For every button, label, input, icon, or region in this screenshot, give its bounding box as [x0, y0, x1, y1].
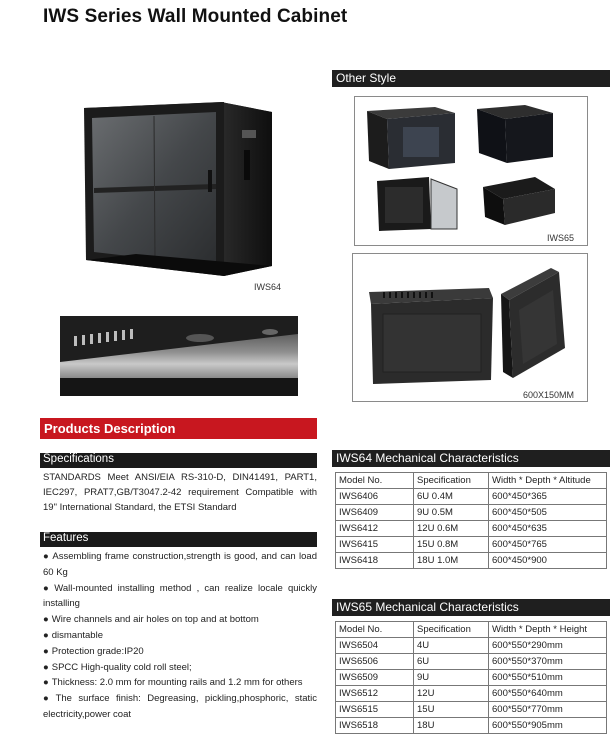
- feature-item: ● Assembling frame construction,strength is good, and can load 60 Kg: [43, 551, 317, 578]
- iws65-heading: IWS65 Mechanical Characteristics: [336, 600, 519, 614]
- other-photo-2-caption: 600X150MM: [523, 390, 575, 400]
- table-row: IWS6406 6U 0.4M 600*450*365: [336, 489, 607, 505]
- table-row: IWS6504 4U 600*550*290mm: [336, 638, 607, 654]
- other-style-photo-2: [352, 253, 588, 402]
- feature-item: ● Wall-mounted installing method , can realize locale quickly installing: [43, 582, 317, 610]
- cabinet-detail-illustration: [60, 316, 298, 396]
- column-header: Model No.: [336, 473, 414, 489]
- cabinet-variants-illustration: [355, 97, 587, 245]
- feature-item: ● Protection grade:IP20: [43, 645, 144, 657]
- feature-item: ● Thickness: 2.0 mm for mounting rails and 1.2 mm for others: [43, 677, 303, 689]
- specifications-label: Specifications: [43, 453, 114, 465]
- feature-item: ● The surface finish: Degreasing, pickling,phosphoric, static electricity,power coat: [43, 693, 317, 720]
- table-row: IWS6515 15U 600*550*770mm: [336, 702, 607, 718]
- feature-item: ● Wire channels and air holes on top and at bottom: [43, 614, 259, 626]
- column-header: Specification: [414, 473, 489, 489]
- specifications-text: STANDARDS Meet ANSI/EIA RS-310-D, DIN41491, PART1, IEC297, PRAT7,GB/T3047.2-42 requirement Compatible with 19" International Standard, the ETSI Standard: [43, 472, 317, 513]
- iws65-header: [332, 599, 610, 616]
- feature-item: ● dismantable: [43, 629, 103, 641]
- feature-item: ● SPCC High-quality cold roll steel;: [43, 661, 192, 673]
- table-row: IWS6409 9U 0.5M 600*450*505: [336, 505, 607, 521]
- bullet-icon: ●: [43, 582, 52, 594]
- table-header-row: [336, 622, 607, 638]
- column-header: Model No.: [336, 622, 414, 638]
- table-row: IWS6512 12U 600*550*640mm: [336, 686, 607, 702]
- features-label: Features: [43, 532, 89, 544]
- bullet-icon: ●: [43, 661, 49, 673]
- table-row: IWS6415 15U 0.8M 600*450*765: [336, 537, 607, 553]
- iws64-header: [332, 450, 610, 467]
- bullet-icon: ●: [43, 677, 49, 689]
- products-description-label: Products Description: [44, 421, 176, 436]
- specifications-header: [40, 453, 317, 468]
- iws64-table: [335, 472, 607, 569]
- table-row: IWS6412 12U 0.6M 600*450*635: [336, 521, 607, 537]
- features-list: [43, 549, 317, 723]
- iws65-table: [335, 621, 607, 734]
- bullet-icon: ●: [43, 645, 49, 657]
- iws64-heading: IWS64 Mechanical Characteristics: [336, 451, 519, 465]
- bullet-icon: ●: [43, 551, 50, 562]
- other-style-photo-1: [354, 96, 588, 246]
- column-header: Specification: [414, 622, 489, 638]
- other-style-label: Other Style: [336, 71, 397, 85]
- bullet-icon: ●: [43, 629, 49, 641]
- detail-photo: [60, 316, 298, 396]
- slim-cabinet-illustration: [353, 254, 587, 401]
- other-photo-1-caption: IWS65: [547, 233, 575, 243]
- table-row: IWS6518 18U 600*550*905mm: [336, 718, 607, 734]
- other-style-header: [332, 70, 610, 87]
- table-header-row: [336, 473, 607, 489]
- column-header: Width * Depth * Altitude: [489, 473, 607, 489]
- main-product-photo: [46, 90, 298, 298]
- bullet-icon: ●: [43, 614, 49, 626]
- bullet-icon: ●: [43, 693, 53, 705]
- features-header: [40, 532, 317, 547]
- column-header: Width * Depth * Height: [489, 622, 607, 638]
- cabinet-illustration: [46, 90, 298, 298]
- table-row: IWS6506 6U 600*550*370mm: [336, 654, 607, 670]
- main-photo-caption: IWS64: [254, 282, 282, 292]
- table-row: IWS6418 18U 1.0M 600*450*900: [336, 553, 607, 569]
- products-description-header: [40, 418, 317, 439]
- page-title: IWS Series Wall Mounted Cabinet: [43, 6, 348, 27]
- table-row: IWS6509 9U 600*550*510mm: [336, 670, 607, 686]
